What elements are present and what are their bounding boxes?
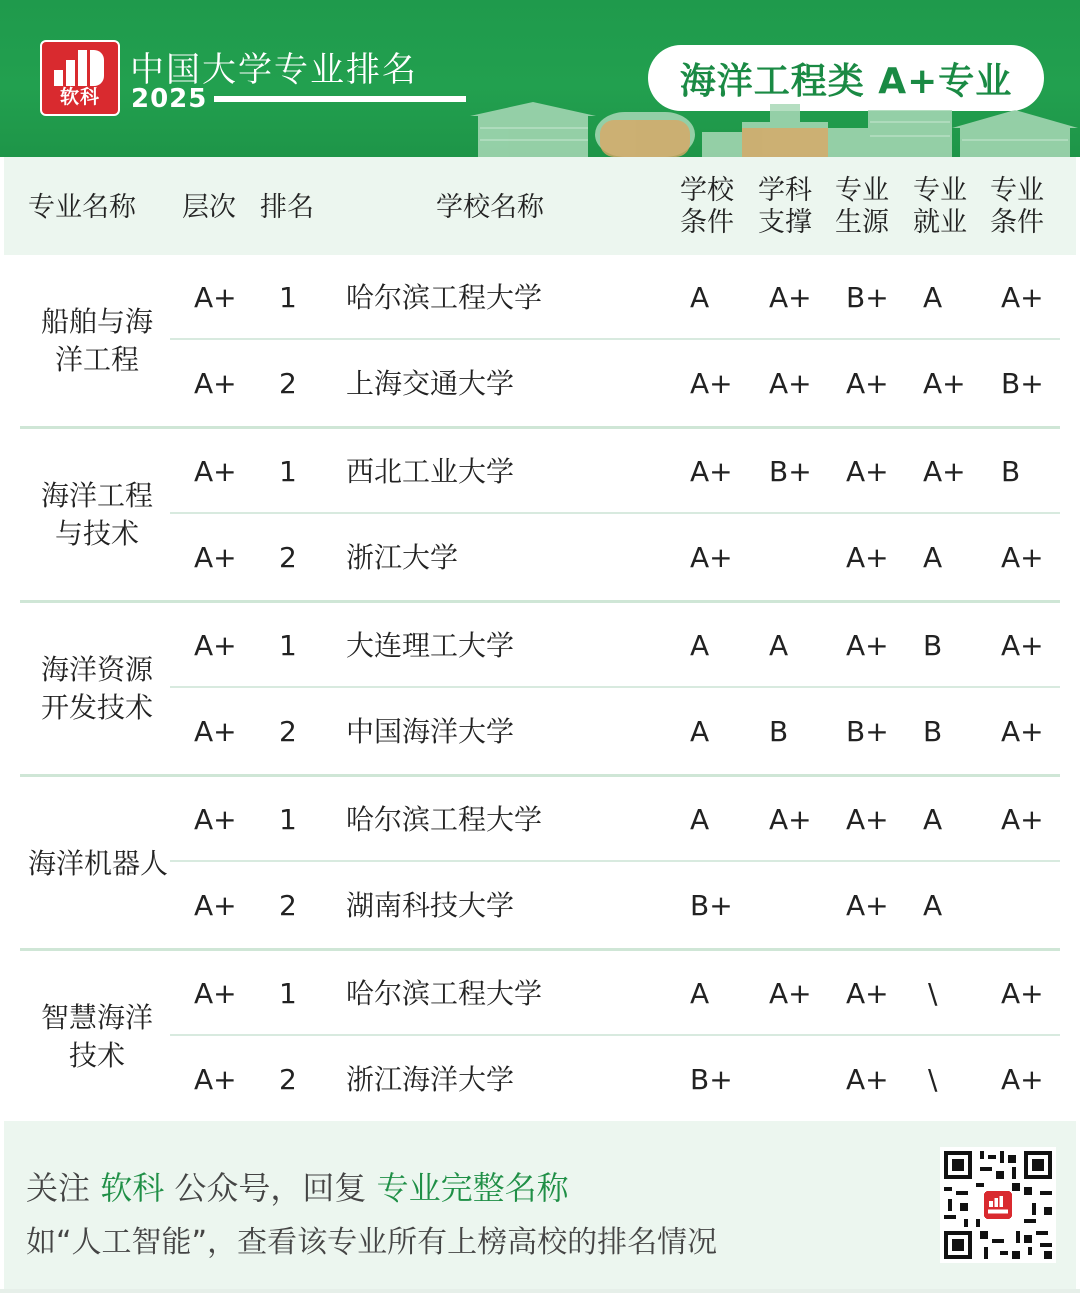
grade-cell: A+ <box>1001 281 1044 314</box>
grade-cell: A+ <box>846 455 889 488</box>
level-cell: A+ <box>194 715 237 748</box>
major-name: 海洋工程 与技术 <box>40 479 153 550</box>
reply-keyword: 专业完整名称 <box>376 1169 569 1207</box>
ruanke-logo <box>40 40 120 116</box>
qr-code-icon[interactable] <box>940 1147 1056 1263</box>
grade-cell: A+ <box>923 455 966 488</box>
major-group <box>4 255 1076 429</box>
grade-cell: A+ <box>1001 803 1044 836</box>
school-cell: 哈尔滨工程大学 <box>346 803 543 836</box>
grade-cell: B <box>923 629 943 662</box>
school-cell: 大连理工大学 <box>346 629 515 662</box>
grade-cell: A+ <box>846 629 889 662</box>
grade-cell: A+ <box>690 367 733 400</box>
campus-skyline-illustration <box>470 98 1080 157</box>
grade-cell: A+ <box>846 367 889 400</box>
school-cell: 哈尔滨工程大学 <box>346 281 543 314</box>
rank-cell: 2 <box>279 367 297 400</box>
col-header-school: 学校名称 <box>436 192 544 223</box>
grade-cell: A <box>690 977 710 1010</box>
row-divider <box>170 512 1060 514</box>
rank-cell: 2 <box>279 889 297 922</box>
grade-cell: A+ <box>1001 541 1044 574</box>
school-cell: 中国海洋大学 <box>346 715 515 748</box>
grade-cell: A <box>923 889 943 922</box>
grade-cell: A+ <box>1001 715 1044 748</box>
bottom-edge <box>0 1289 1080 1293</box>
brand-year: 2025 <box>131 84 208 114</box>
level-cell: A+ <box>194 977 237 1010</box>
level-cell: A+ <box>194 803 237 836</box>
col-header-discipline-support: 学科 支撑 <box>758 175 812 238</box>
level-cell: A+ <box>194 455 237 488</box>
grade-cell: B <box>1001 455 1021 488</box>
rank-cell: 1 <box>279 281 297 314</box>
grade-cell: A+ <box>769 803 812 836</box>
grade-cell: A+ <box>846 977 889 1010</box>
school-cell: 哈尔滨工程大学 <box>346 977 543 1010</box>
follow-instruction: 关注 软科 公众号，回复 专业完整名称 <box>26 1169 569 1207</box>
grade-cell: A <box>690 715 710 748</box>
col-header-employment: 专业 就业 <box>913 175 967 238</box>
grade-cell: A+ <box>769 367 812 400</box>
rank-cell: 2 <box>279 715 297 748</box>
grade-cell: A+ <box>846 541 889 574</box>
grade-cell: B+ <box>1001 367 1044 400</box>
grade-cell: A+ <box>846 803 889 836</box>
major-name: 海洋资源 开发技术 <box>40 653 153 724</box>
grade-cell: A+ <box>1001 1063 1044 1096</box>
grade-cell: A+ <box>769 281 812 314</box>
major-name: 智慧海洋 技术 <box>40 1001 153 1072</box>
row-divider <box>170 860 1060 862</box>
table-body <box>4 255 1076 1121</box>
category-pill: 海洋工程类 A+专业 <box>648 45 1044 111</box>
col-header-level: 层次 <box>182 192 236 223</box>
rank-cell: 2 <box>279 541 297 574</box>
rank-cell: 1 <box>279 977 297 1010</box>
grade-cell: A+ <box>846 889 889 922</box>
grade-cell: A+ <box>846 1063 889 1096</box>
header-banner <box>0 0 1080 157</box>
grade-cell: A+ <box>690 541 733 574</box>
col-header-major: 专业名称 <box>28 192 136 223</box>
grade-cell: A+ <box>1001 629 1044 662</box>
col-header-school-conditions: 学校 条件 <box>680 175 734 238</box>
grade-cell: \ <box>928 1063 938 1096</box>
rank-cell: 2 <box>279 1063 297 1096</box>
footer-banner <box>4 1121 1076 1289</box>
brand-title: 中国大学专业排名 <box>130 50 418 90</box>
major-group <box>4 951 1076 1125</box>
grade-cell: B+ <box>846 715 889 748</box>
school-cell: 上海交通大学 <box>346 367 515 400</box>
grade-cell: B+ <box>769 455 812 488</box>
major-group <box>4 429 1076 603</box>
major-name: 船舶与海 洋工程 <box>40 305 153 376</box>
level-cell: A+ <box>194 367 237 400</box>
grade-cell: A+ <box>923 367 966 400</box>
grade-cell: A <box>769 629 789 662</box>
grade-cell: A <box>923 281 943 314</box>
row-divider <box>170 1034 1060 1036</box>
grade-cell: A+ <box>769 977 812 1010</box>
school-cell: 湖南科技大学 <box>346 889 515 922</box>
row-divider <box>170 338 1060 340</box>
logo-bars-icon <box>50 50 112 86</box>
grade-cell: B+ <box>690 1063 733 1096</box>
level-cell: A+ <box>194 889 237 922</box>
rank-cell: 1 <box>279 455 297 488</box>
grade-cell: A <box>690 803 710 836</box>
follow-example: 如“人工智能”，查看该专业所有上榜高校的排名情况 <box>26 1225 718 1260</box>
row-divider <box>170 686 1060 688</box>
major-name: 海洋机器人 <box>28 847 169 880</box>
level-cell: A+ <box>194 281 237 314</box>
rank-cell: 1 <box>279 803 297 836</box>
level-cell: A+ <box>194 1063 237 1096</box>
col-header-rank: 排名 <box>260 192 314 223</box>
grade-cell: B <box>769 715 789 748</box>
col-header-major-conditions: 专业 条件 <box>990 175 1044 238</box>
major-group <box>4 777 1076 951</box>
grade-cell: A+ <box>1001 977 1044 1010</box>
grade-cell: \ <box>928 977 938 1010</box>
brand-underline <box>214 96 466 102</box>
grade-cell: A <box>690 629 710 662</box>
grade-cell: B <box>923 715 943 748</box>
grade-cell: A <box>690 281 710 314</box>
table-header <box>4 157 1076 255</box>
col-header-student-source: 专业 生源 <box>835 175 889 238</box>
grade-cell: A <box>923 541 943 574</box>
grade-cell: B+ <box>690 889 733 922</box>
logo-text: 软科 <box>59 86 100 108</box>
grade-cell: A <box>923 803 943 836</box>
school-cell: 西北工业大学 <box>346 455 515 488</box>
level-cell: A+ <box>194 629 237 662</box>
grade-cell: A+ <box>690 455 733 488</box>
rank-cell: 1 <box>279 629 297 662</box>
school-cell: 浙江大学 <box>346 541 459 574</box>
school-cell: 浙江海洋大学 <box>346 1063 515 1096</box>
grade-cell: B+ <box>846 281 889 314</box>
level-cell: A+ <box>194 541 237 574</box>
account-name: 软科 <box>100 1169 165 1207</box>
major-group <box>4 603 1076 777</box>
